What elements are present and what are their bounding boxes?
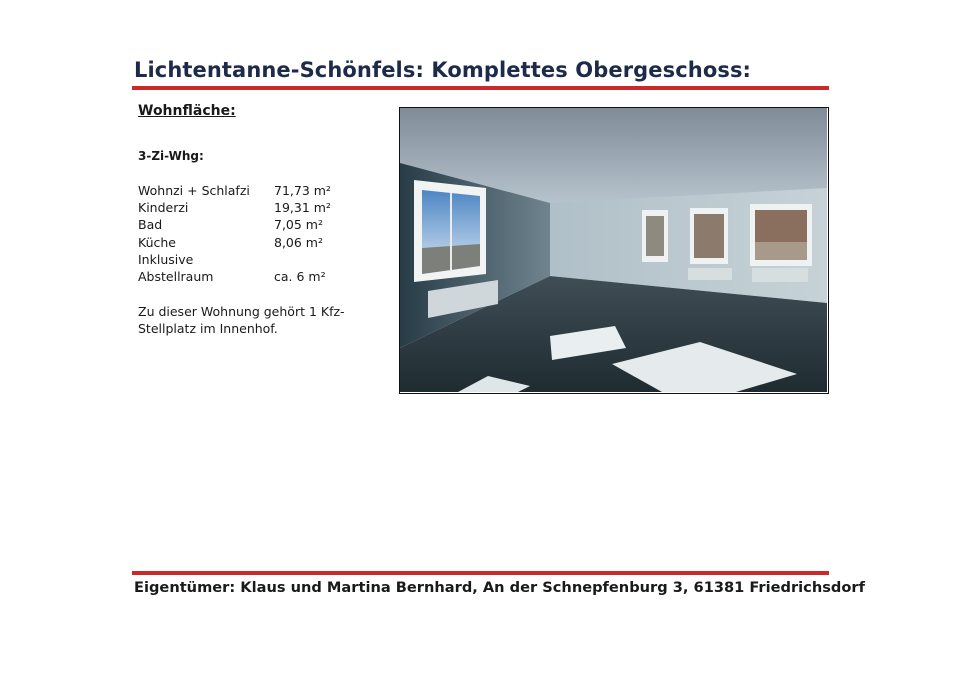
room-photo-image bbox=[400, 108, 827, 392]
area-row bbox=[138, 251, 331, 268]
room-name: Inklusive bbox=[138, 251, 194, 267]
apartment-type: 3-Zi-Whg: bbox=[138, 149, 204, 163]
room-area: 71,73 m² bbox=[274, 183, 331, 198]
room-area: ca. 6 m² bbox=[274, 269, 326, 285]
owner-footer: Eigentümer: Klaus und Martina Bernhard, An der Schnepfenburg 3, 61381 Friedrichsdorf bbox=[134, 579, 865, 596]
area-table bbox=[138, 182, 331, 285]
room-name: Bad bbox=[138, 217, 163, 233]
area-row bbox=[138, 234, 331, 251]
page-title: Lichtentanne-Schönfels: Komplettes Obergeschoss: bbox=[134, 58, 752, 82]
room-name: Küche bbox=[138, 234, 176, 250]
room-name: Abstellraum bbox=[138, 269, 214, 285]
room-area: 19,31 m² bbox=[274, 200, 331, 216]
room-area: 8,06 m² bbox=[274, 234, 323, 250]
area-row bbox=[138, 182, 331, 199]
parking-note: Zu dieser Wohnung gehört 1 Kfz-Stellplatz im Innenhof. bbox=[138, 304, 345, 337]
area-row bbox=[138, 199, 331, 216]
room-name: Kinderzi bbox=[138, 200, 189, 216]
area-row bbox=[138, 268, 331, 285]
top-divider bbox=[132, 86, 829, 90]
room-photo bbox=[399, 107, 829, 394]
room-area: 7,05 m² bbox=[274, 217, 323, 233]
bottom-divider bbox=[132, 571, 829, 575]
area-row bbox=[138, 216, 331, 233]
section-heading: Wohnfläche: bbox=[138, 103, 236, 119]
room-name: Wohnzi + Schlafzi bbox=[138, 183, 250, 198]
